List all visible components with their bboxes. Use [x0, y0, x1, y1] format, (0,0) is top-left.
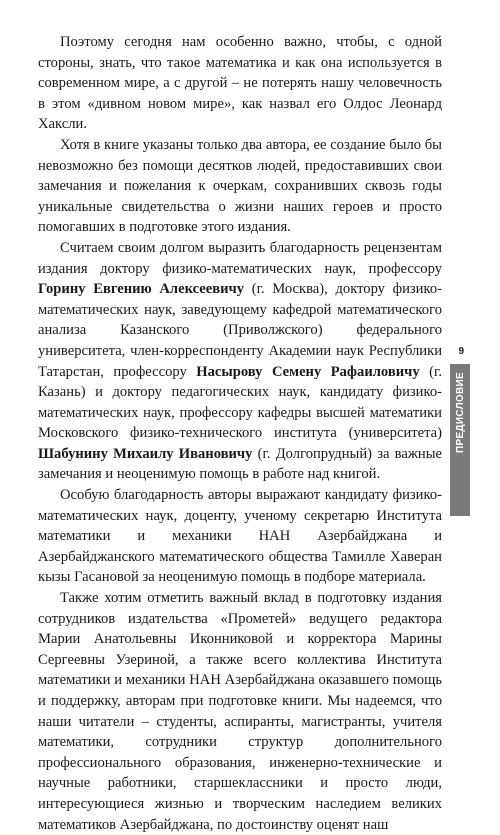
page-number: 9 — [458, 346, 464, 357]
body-text — [38, 32, 442, 835]
text-run: Считаем своим долгом выразить благодарность рецензентам издания доктору физико-математических наук, профессору — [38, 239, 442, 277]
text-run: (г. Казань) и доктору педагогических наук, кандидату физико-математических наук, профессору кафедры высшей математики Московского физико-технического института (университета) — [38, 363, 442, 442]
paragraph — [38, 32, 442, 135]
text-run: (г. Долгопрудный) за важные замечания и неоценимую помощь в работе над книгой. — [38, 445, 442, 483]
text-run: Также хотим отметить важный вклад в подготовку издания сотрудников издательства «Прометей» ведущего редактора Марии Анатольевны Иконниковой и корректора Марины Сергеевны Узериной, а также всего коллектива Института математики и механики НАН Азербайджана оказавшего помощь и поддержку, авторам при подготовке книги. Мы надеемся, что наши читатели – студенты, аспиранты, магистранты, учителя математики, сотрудники структур дополнительного профессионального образования, инженерно-технические и научные работники, старшеклассники и просто люди, интересующиеся жизнью и творческим наследием великих математиков Азербайджана, по достоинству оценят наш — [38, 590, 442, 833]
text-run: (г. Москва), доктору физико-математических наук, заведующему кафедрой математического анализа Казанского (Приволжского) федерального университета, член-корреспонденту Академии наук Республики Татарстан, профессору — [38, 281, 442, 380]
section-tab — [450, 364, 470, 516]
reviewer-name: Горину Евгению Алексеевичу — [38, 281, 245, 298]
text-run: Хотя в книге указаны только два автора, ее создание было бы невозможно без помощи десятков людей, предоставивших свои замечания и пожелания к очеркам, сохранивших сквозь годы уникальные свидетельства о жизни наших героев и просто помогавших в подготовке этого издания. — [38, 136, 442, 236]
paragraph — [38, 588, 442, 835]
reviewer-name: Шабунину Михаилу Ивановичу — [38, 445, 253, 462]
reviewer-name: Насырову Семену Рафаиловичу — [196, 363, 420, 380]
paragraph — [38, 238, 442, 485]
paragraph — [38, 485, 442, 588]
text-run: Поэтому сегодня нам особенно важно, чтобы, с одной стороны, знать, что такое математика и как она используется в современном мире, а с другой – не потерять нашу человечность в этом «дивном новом мире», как назвал его Олдос Леонард Хаксли. — [38, 34, 442, 133]
text-run: Особую благодарность авторы выражают кандидату физико-математических наук, доценту, ученому секретарю Института математики и механики НАН Азербайджана и Азербайджанского математического общества Тамилле Хаверан кызы Гасановой за неоценимую помощь в подборе материала. — [38, 487, 442, 586]
section-tab-label: ПРЕДИСЛОВИЕ — [454, 372, 466, 453]
paragraph — [38, 135, 442, 238]
